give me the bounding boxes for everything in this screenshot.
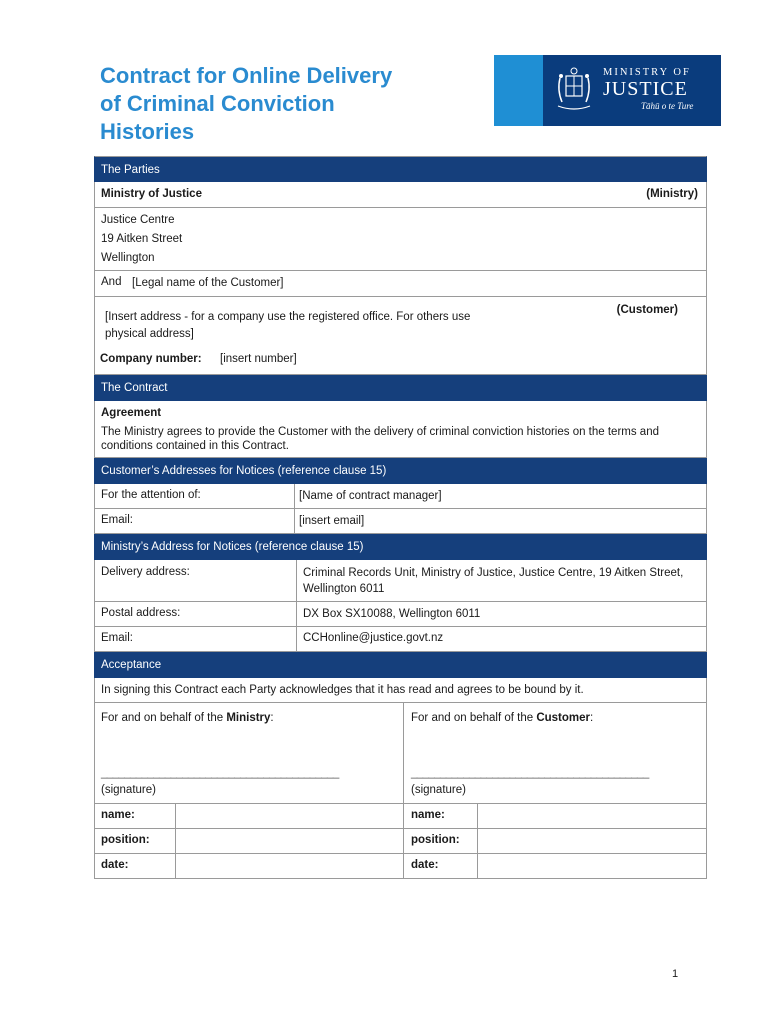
customer-name-field[interactable]: [Legal name of the Customer]	[132, 277, 284, 289]
title-line-2: of Criminal Conviction	[100, 91, 335, 116]
logo-line-2: JUSTICE	[603, 78, 688, 100]
acceptance-statement: In signing this Contract each Party acknowledges that it has read and agrees to be bound by it.	[101, 684, 584, 696]
ministry-email-row	[94, 627, 707, 652]
ministry-address-line-2: 19 Aitken Street	[101, 233, 183, 245]
behalf-prefix: For and on behalf of the	[411, 712, 534, 724]
section-title: The Parties	[101, 164, 160, 176]
signature-row	[94, 703, 707, 804]
customer-position-label-cell	[403, 829, 477, 853]
section-header-ministry-notices	[94, 534, 707, 560]
customer-position-label: position:	[411, 834, 460, 846]
attention-label: For the attention of:	[101, 489, 201, 501]
ministry-address-line-1: Justice Centre	[101, 214, 175, 226]
section-title: Customer’s Addresses for Notices (reference clause 15)	[101, 465, 387, 477]
acceptance-statement-row	[94, 678, 707, 703]
postal-address-row	[94, 602, 707, 627]
ministry-email-link[interactable]: CCHonline@justice.govt.nz	[303, 632, 444, 644]
company-number-field[interactable]: [insert number]	[220, 353, 297, 365]
postal-address-value: DX Box SX10088, Wellington 6011	[303, 608, 481, 620]
customer-tag: (Customer)	[616, 304, 678, 316]
agreement-text: The Ministry agrees to provide the Customer with the delivery of criminal conviction histories on the terms and conditions contained in this Contract.	[101, 426, 659, 452]
section-title: Ministry’s Address for Notices (reference clause 15)	[101, 541, 364, 553]
section-header-customer-notices	[94, 458, 707, 484]
customer-address-row	[94, 297, 707, 375]
ministry-address-row	[94, 208, 707, 271]
delivery-address-cell	[296, 560, 706, 601]
delivery-address-row	[94, 560, 707, 602]
ministry-tag: (Ministry)	[646, 188, 698, 200]
section-header-contract	[94, 375, 707, 401]
customer-name-label-cell	[403, 804, 477, 828]
ministry-address-line-3: Wellington	[101, 252, 155, 264]
delivery-address-label: Delivery address:	[101, 566, 190, 578]
section-header-acceptance	[94, 652, 707, 678]
customer-email-cell	[294, 509, 706, 533]
delivery-address-value: Criminal Records Unit, Ministry of Justice, Justice Centre, 19 Aitken Street, Wellington 6011	[303, 567, 684, 595]
title-line-3: Histories	[100, 119, 195, 144]
ministry-signature-cell	[95, 703, 403, 803]
agreement-row	[94, 401, 707, 458]
logo-line-3: Tāhū o te Ture	[641, 101, 694, 111]
customer-name-input[interactable]	[477, 804, 706, 828]
contract-form	[94, 156, 707, 879]
ministry-position-input[interactable]	[175, 829, 403, 853]
customer-signature-line[interactable]: _________________________________________	[411, 767, 649, 779]
ministry-party-row	[94, 182, 707, 208]
logo-text	[603, 67, 693, 111]
ministry-signature-label: (signature)	[101, 784, 156, 796]
section-header-parties	[94, 156, 707, 182]
ministry-logo	[494, 55, 721, 126]
customer-date-label-cell	[403, 854, 477, 878]
colon: :	[270, 712, 274, 724]
colon: :	[590, 712, 594, 724]
ministry-email-cell	[296, 627, 706, 651]
page-number: 1	[672, 968, 679, 980]
name-row	[94, 804, 707, 829]
date-row	[94, 854, 707, 879]
agreement-label: Agreement	[101, 407, 162, 419]
customer-behalf-label	[411, 712, 593, 724]
ministry-name-input[interactable]	[175, 804, 403, 828]
customer-position-input[interactable]	[477, 829, 706, 853]
customer-email-row	[94, 509, 707, 534]
customer-signature-label: (signature)	[411, 784, 466, 796]
ministry-signature-line[interactable]: _________________________________________	[101, 767, 339, 779]
attention-row	[94, 484, 707, 509]
attention-field[interactable]: [Name of contract manager]	[299, 490, 442, 502]
ministry-behalf-label	[101, 712, 274, 724]
ministry-email-label: Email:	[101, 632, 133, 644]
ministry-party: Ministry	[226, 712, 271, 724]
customer-date-label: date:	[411, 859, 439, 871]
customer-name-row	[94, 271, 707, 297]
logo-panel	[543, 55, 721, 126]
customer-date-input[interactable]	[477, 854, 706, 878]
customer-name-label: name:	[411, 809, 445, 821]
company-number-label: Company number:	[100, 353, 202, 365]
postal-address-label: Postal address:	[101, 607, 181, 619]
customer-party: Customer	[536, 712, 591, 724]
postal-address-cell	[296, 602, 706, 626]
title-line-1: Contract for Online Delivery	[100, 63, 393, 88]
position-row	[94, 829, 707, 854]
customer-signature-cell	[403, 703, 706, 803]
logo-line-1: MINISTRY OF	[603, 67, 691, 78]
customer-address-field[interactable]: [Insert address - for a company use the registered office. For others use physical address]	[105, 311, 471, 340]
behalf-prefix: For and on behalf of the	[101, 712, 224, 724]
ministry-name: Ministry of Justice	[101, 188, 202, 200]
section-title: The Contract	[101, 382, 168, 394]
and-label: And	[101, 276, 122, 288]
ministry-date-label: date:	[101, 859, 129, 871]
ministry-position-label: position:	[101, 834, 150, 846]
customer-email-label: Email:	[101, 514, 133, 526]
coat-of-arms-icon	[554, 66, 594, 114]
ministry-date-input[interactable]	[175, 854, 403, 878]
document-title	[100, 62, 480, 146]
attention-cell	[294, 484, 706, 508]
customer-email-field[interactable]: [insert email]	[299, 515, 365, 527]
ministry-name-label: name:	[101, 809, 135, 821]
section-title: Acceptance	[101, 659, 162, 671]
